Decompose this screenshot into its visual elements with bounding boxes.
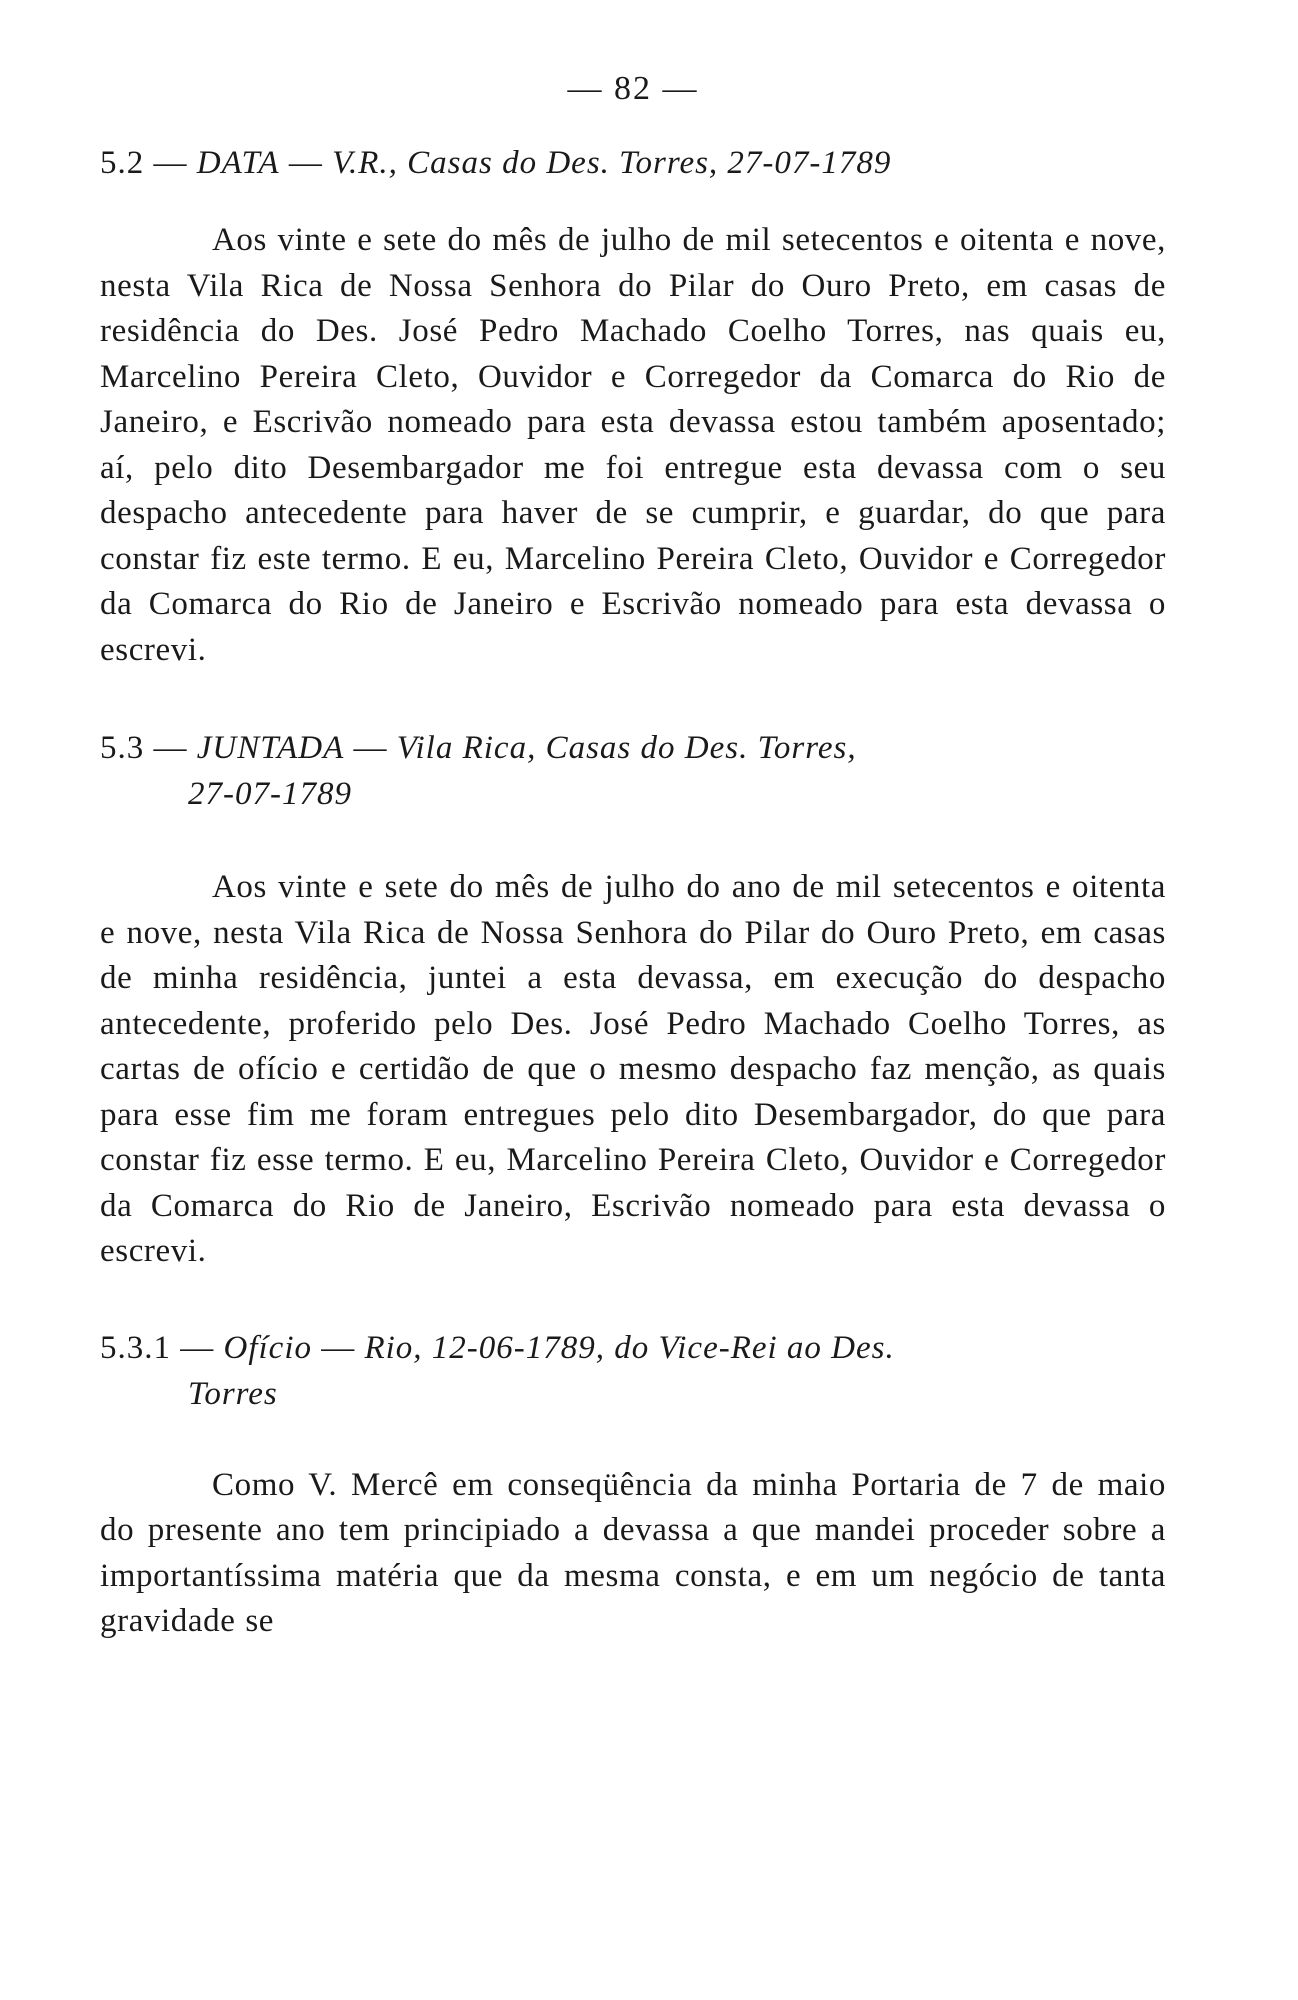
section-5-3-body: Aos vinte e sete do mês de julho do ano de mil setecentos e oitenta e nove, nesta Vila Rica de Nossa Senhora do Pilar do Ouro Preto, em casas de minha residência, juntei a esta devassa, em execução do despacho antecedente, proferido pelo Des. José Pedro Machado Coelho Torres, as cartas de ofício e certidão de que o mesmo despacho faz menção, as quais para esse fim me foram entregues pelo dito Desembargador, do que para constar fiz esse termo. E eu, Marcelino Pereira Cleto, Ouvidor e Corregedor da Comarca do Rio de Janeiro, Escrivão nomeado para esta devassa o escrevi. — [100, 869, 1166, 1269]
section-5-2-heading — [100, 140, 1166, 186]
heading-dash: — — [153, 730, 188, 766]
heading-dash: — — [353, 730, 388, 766]
heading-dash: — — [321, 1329, 356, 1366]
section-subtitle: Vila Rica, Casas do Des. Torres, — [396, 730, 857, 766]
heading-dash: — — [180, 1329, 215, 1366]
section-subtitle-continuation: Torres — [188, 1375, 278, 1412]
section-subtitle: Rio, 12-06-1789, do Vice-Rei ao Des. — [364, 1329, 895, 1366]
section-5-3-1-body: Como V. Mercê em conseqüência da minha Portaria de 7 de maio do presente ano tem principiado a devassa a que mandei proceder sobre a importantíssima matéria que da mesma consta, e em um negócio de tanta gravidade se — [100, 1466, 1166, 1639]
section-5-3-heading — [100, 725, 1166, 817]
section-subtitle: V.R., Casas do Des. Torres, 27-07-1789 — [332, 145, 892, 181]
section-5-3-1-heading — [100, 1325, 1166, 1417]
section-number: 5.3.1 — [100, 1329, 171, 1366]
section-subtitle-continuation: 27-07-1789 — [188, 776, 352, 812]
section-5-2-body: Aos vinte e sete do mês de julho de mil setecentos e oitenta e nove, nesta Vila Rica de Nossa Senhora do Pilar do Ouro Preto, em casas de residência do Des. José Pedro Machado Coelho Torres, nas quais eu, Marcelino Pereira Cleto, Ouvidor e Corregedor da Comarca do Rio de Janeiro, e Escrivão nomeado para esta devassa estou também aposentado; aí, pelo dito Desembargador me foi entregue esta devassa com o seu despacho antecedente para haver de se cumprir, e guardar, do que para constar fiz este termo. E eu, Marcelino Pereira Cleto, Ouvidor e Corregedor da Comarca do Rio de Janeiro e Escrivão nomeado para esta devassa o escrevi. — [100, 222, 1166, 668]
heading-dash: — — [288, 145, 323, 181]
section-title: Ofício — [223, 1329, 312, 1366]
section-title: JUNTADA — [196, 730, 345, 766]
section-number: 5.2 — [100, 145, 145, 181]
section-title: DATA — [196, 145, 280, 181]
section-number: 5.3 — [100, 730, 145, 766]
document-page — [100, 70, 1166, 1645]
page-number: — 82 — — [567, 70, 699, 107]
heading-dash: — — [153, 145, 188, 181]
